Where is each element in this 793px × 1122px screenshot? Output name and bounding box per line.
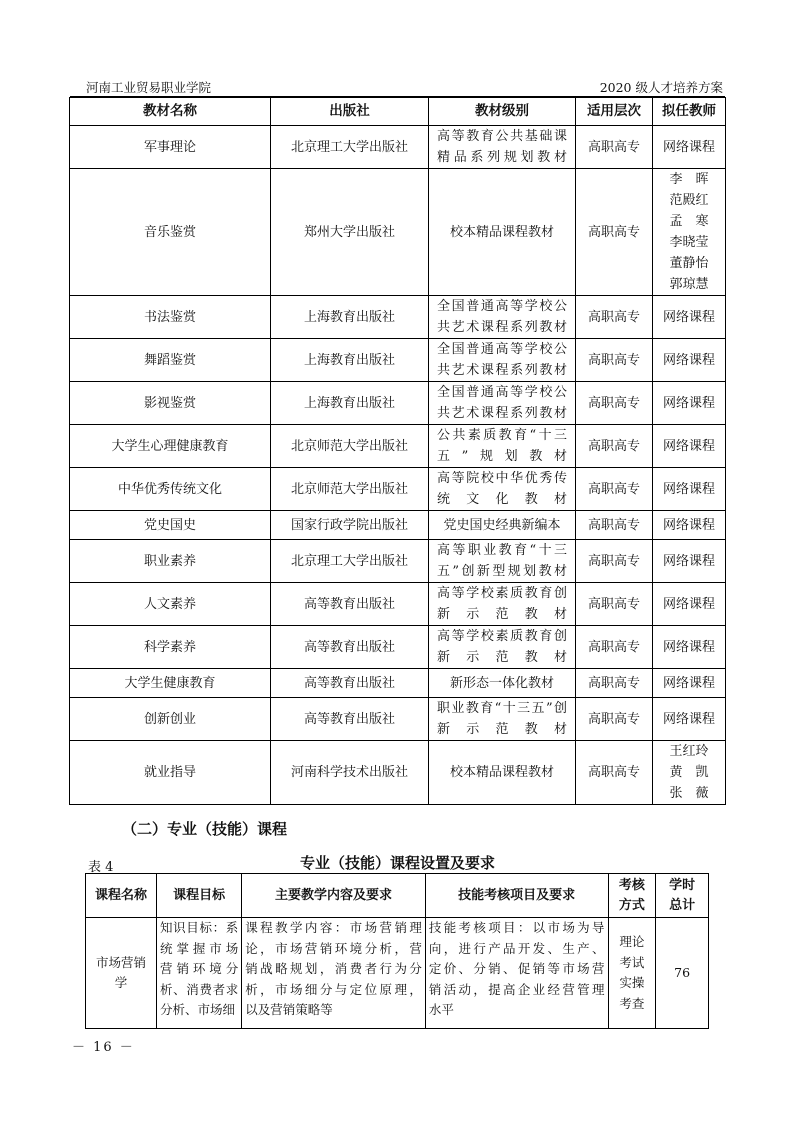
cell-tier: 高职高专 — [576, 296, 653, 339]
cell-name: 创新创业 — [70, 698, 271, 741]
col-header — [656, 874, 709, 918]
cell-line: 郭琼慧 — [669, 277, 709, 292]
cell-teacher — [653, 540, 726, 583]
cell-line: 孟 寒 — [669, 214, 709, 229]
cell-line: 精品系列规划教材 — [437, 150, 567, 165]
cell-level — [429, 169, 576, 296]
cell-line: 分析、市场细 — [160, 1002, 236, 1017]
table-row — [70, 468, 726, 511]
cell-course-name — [86, 918, 157, 1029]
cell-line: 五”规划教材 — [437, 449, 567, 464]
cell-line: 销战略规划，消费者行为分 — [245, 961, 422, 976]
table-row — [70, 540, 726, 583]
cell-line: 水平 — [428, 1002, 454, 1017]
cell-name: 就业指导 — [70, 741, 271, 805]
cell-line: 共艺术课程系列教材 — [437, 406, 567, 421]
cell-level — [429, 126, 576, 169]
cell-line: 营销环境分 — [160, 961, 239, 976]
cell-teacher — [653, 698, 726, 741]
cell-line: 析，市场细分与定位原理， — [245, 981, 422, 997]
cell-line: 五”创新型规划教材 — [437, 564, 567, 579]
cell-level — [429, 698, 576, 741]
cell-content — [242, 918, 426, 1029]
col-header — [157, 874, 242, 918]
cell-line: 网络课程 — [662, 309, 715, 325]
cell-tier: 高职高专 — [576, 382, 653, 425]
cell-line: 销活动，提高企业经营管理 — [428, 981, 605, 997]
cell-tier: 高职高专 — [576, 540, 653, 583]
cell-level — [429, 741, 576, 805]
cell-name: 音乐鉴赏 — [70, 169, 271, 296]
cell-tier: 高职高专 — [576, 698, 653, 741]
page-header — [70, 76, 725, 97]
cell-line: 共艺术课程系列教材 — [437, 363, 567, 378]
cell-line: 向，进行产品开发、生产、 — [428, 940, 605, 956]
cell-line: 实操 — [619, 975, 645, 990]
table-row — [70, 741, 726, 805]
cell-line: 全国普通高等学校公 — [437, 299, 567, 314]
cell-publisher: 国家行政学院出版社 — [271, 511, 429, 540]
cell-line: 定价、分销、促销等市场营 — [428, 961, 605, 976]
cell-line: 网络课程 — [662, 481, 715, 497]
table-number: 表 4 — [88, 860, 114, 875]
cell-line: 网络课程 — [662, 639, 715, 655]
cell-tier: 高职高专 — [576, 583, 653, 626]
col-header-tier: 适用层次 — [576, 98, 653, 126]
col-header — [86, 874, 157, 918]
cell-line: 网络课程 — [662, 395, 715, 411]
cell-level — [429, 468, 576, 511]
cell-tier: 高职高专 — [576, 468, 653, 511]
cell-publisher: 上海教育出版社 — [271, 296, 429, 339]
table-row — [70, 425, 726, 468]
col-header-teacher: 拟任教师 — [653, 98, 726, 126]
cell-line: 课程目标 — [173, 887, 226, 903]
cell-tier: 高职高专 — [576, 669, 653, 698]
cell-tier: 高职高专 — [576, 169, 653, 296]
table-row — [70, 126, 726, 169]
cell-name: 大学生健康教育 — [70, 669, 271, 698]
cell-line: 统掌握市场 — [160, 940, 239, 956]
cell-line: 方式 — [618, 897, 645, 913]
col-header — [425, 874, 608, 918]
table-title: 专业（技能）课程设置及要求 — [300, 854, 496, 872]
cell-line: 共艺术课程系列教材 — [437, 320, 567, 335]
page-number: － 16 － — [72, 1040, 135, 1055]
cell-publisher: 北京理工大学出版社 — [271, 126, 429, 169]
cell-level — [429, 339, 576, 382]
col-header-name: 教材名称 — [70, 98, 271, 126]
cell-line: 职业教育“十三五”创 — [437, 701, 567, 716]
cell-publisher: 河南科学技术出版社 — [271, 741, 429, 805]
cell-teacher — [653, 626, 726, 669]
col-header — [242, 874, 426, 918]
cell-publisher: 高等教育出版社 — [271, 583, 429, 626]
cell-line: 知识目标：系 — [160, 920, 239, 935]
cell-line: 课程教学内容：市场营销理 — [245, 920, 422, 935]
cell-line: 新示范教材 — [437, 722, 567, 737]
cell-line: 高等职业教育“十三 — [437, 543, 567, 558]
table-row — [70, 669, 726, 698]
cell-line: 以及营销策略等 — [245, 1002, 333, 1017]
cell-line: 考试 — [619, 954, 645, 970]
cell-line: 新示范教材 — [437, 607, 567, 622]
cell-line: 考查 — [619, 995, 645, 1011]
cell-publisher: 上海教育出版社 — [271, 382, 429, 425]
cell-publisher: 北京师范大学出版社 — [271, 425, 429, 468]
cell-tier: 高职高专 — [576, 425, 653, 468]
cell-tier: 高职高专 — [576, 126, 653, 169]
cell-teacher — [653, 511, 726, 540]
cell-line: 技能考核项目：以市场为导 — [428, 920, 605, 935]
cell-level — [429, 583, 576, 626]
cell-name: 职业素养 — [70, 540, 271, 583]
cell-skill — [425, 918, 608, 1029]
cell-teacher — [653, 583, 726, 626]
cell-line: 网络课程 — [662, 596, 715, 612]
cell-line: 网络课程 — [662, 675, 715, 691]
cell-level — [429, 382, 576, 425]
cell-name: 舞蹈鉴赏 — [70, 339, 271, 382]
cell-line: 张 薇 — [669, 786, 709, 801]
table-row — [70, 296, 726, 339]
cell-line: 论，市场营销环境分析，营 — [245, 940, 422, 956]
cell-tier: 高职高专 — [576, 626, 653, 669]
cell-teacher — [653, 169, 726, 296]
cell-level — [429, 511, 576, 540]
col-header-publisher: 出版社 — [271, 98, 429, 126]
cell-level — [429, 626, 576, 669]
cell-name: 书法鉴赏 — [70, 296, 271, 339]
cell-line: 理论 — [619, 934, 645, 949]
cell-publisher: 北京理工大学出版社 — [271, 540, 429, 583]
cell-line: 网络课程 — [662, 517, 715, 533]
col-header-level: 教材级别 — [429, 98, 576, 126]
cell-line: 市场营销 — [96, 954, 147, 970]
col-header — [608, 874, 656, 918]
cell-goal — [157, 918, 242, 1029]
cell-name: 影视鉴赏 — [70, 382, 271, 425]
cell-line: 网络课程 — [662, 352, 715, 368]
cell-line: 考核 — [618, 877, 645, 893]
cell-publisher: 北京师范大学出版社 — [271, 468, 429, 511]
cell-tier: 高职高专 — [576, 511, 653, 540]
cell-line: 主要教学内容及要求 — [275, 887, 393, 903]
cell-line: 李晓莹 — [669, 235, 709, 250]
cell-line: 总计 — [669, 897, 696, 913]
cell-teacher — [653, 669, 726, 698]
cell-teacher — [653, 468, 726, 511]
cell-line: 校本精品课程教材 — [449, 765, 554, 780]
cell-publisher: 上海教育出版社 — [271, 339, 429, 382]
cell-line: 公共素质教育“十三 — [437, 428, 567, 443]
cell-publisher: 高等教育出版社 — [271, 626, 429, 669]
cell-line: 网络课程 — [662, 139, 715, 155]
cell-line: 新形态一体化教材 — [449, 675, 554, 691]
cell-line: 高等教育公共基础课 — [437, 129, 567, 144]
table-row — [70, 698, 726, 741]
cell-line: 黄 凯 — [669, 765, 709, 780]
cell-line: 技能考核项目及要求 — [458, 887, 576, 903]
cell-line: 全国普通高等学校公 — [437, 342, 567, 357]
cell-level — [429, 540, 576, 583]
cell-name: 军事理论 — [70, 126, 271, 169]
textbook-table — [69, 97, 726, 805]
cell-teacher — [653, 382, 726, 425]
header-program: 2020 级人才培养方案 — [599, 80, 723, 95]
course-table — [85, 873, 709, 1029]
cell-publisher: 郑州大学出版社 — [271, 169, 429, 296]
cell-line: 高等学校素质教育创 — [437, 586, 567, 601]
table-row — [70, 626, 726, 669]
cell-teacher — [653, 296, 726, 339]
table-row — [70, 169, 726, 296]
cell-line: 党史国史经典新编本 — [443, 517, 561, 533]
cell-line: 新示范教材 — [437, 650, 567, 665]
cell-line: 董静怡 — [669, 256, 709, 271]
table-row — [70, 511, 726, 540]
cell-tier: 高职高专 — [576, 741, 653, 805]
cell-line: 网络课程 — [662, 438, 715, 454]
cell-teacher — [653, 126, 726, 169]
cell-level — [429, 425, 576, 468]
table-row — [70, 583, 726, 626]
cell-level — [429, 669, 576, 698]
cell-teacher — [653, 425, 726, 468]
header-school: 河南工业贸易职业学院 — [86, 80, 212, 95]
cell-teacher — [653, 741, 726, 805]
cell-level — [429, 296, 576, 339]
section-title: （二）专业（技能）课程 — [122, 820, 288, 838]
cell-teacher — [653, 339, 726, 382]
cell-line: 网络课程 — [662, 553, 715, 569]
cell-publisher: 高等教育出版社 — [271, 669, 429, 698]
table-row — [70, 382, 726, 425]
cell-name: 人文素养 — [70, 583, 271, 626]
cell-name: 科学素养 — [70, 626, 271, 669]
cell-line: 王红玲 — [669, 744, 709, 759]
cell-line: 高等院校中华优秀传 — [437, 471, 567, 486]
cell-line: 析、消费者求 — [160, 981, 239, 997]
cell-name: 大学生心理健康教育 — [70, 425, 271, 468]
table-row — [70, 339, 726, 382]
cell-line: 李 晖 — [669, 172, 709, 187]
cell-line: 课程名称 — [95, 887, 148, 903]
cell-line: 范殿红 — [669, 193, 709, 208]
cell-hours: 76 — [656, 918, 709, 1029]
cell-line: 校本精品课程教材 — [449, 224, 554, 240]
cell-line: 高等学校素质教育创 — [437, 629, 567, 644]
cell-line: 统文化教材 — [437, 492, 567, 507]
cell-line: 全国普通高等学校公 — [437, 385, 567, 400]
cell-line: 学 — [114, 975, 128, 990]
cell-publisher: 高等教育出版社 — [271, 698, 429, 741]
cell-line: 学时 — [669, 877, 696, 893]
cell-name: 中华优秀传统文化 — [70, 468, 271, 511]
cell-exam — [608, 918, 656, 1029]
cell-name: 党史国史 — [70, 511, 271, 540]
cell-line: 网络课程 — [662, 711, 715, 727]
cell-tier: 高职高专 — [576, 339, 653, 382]
